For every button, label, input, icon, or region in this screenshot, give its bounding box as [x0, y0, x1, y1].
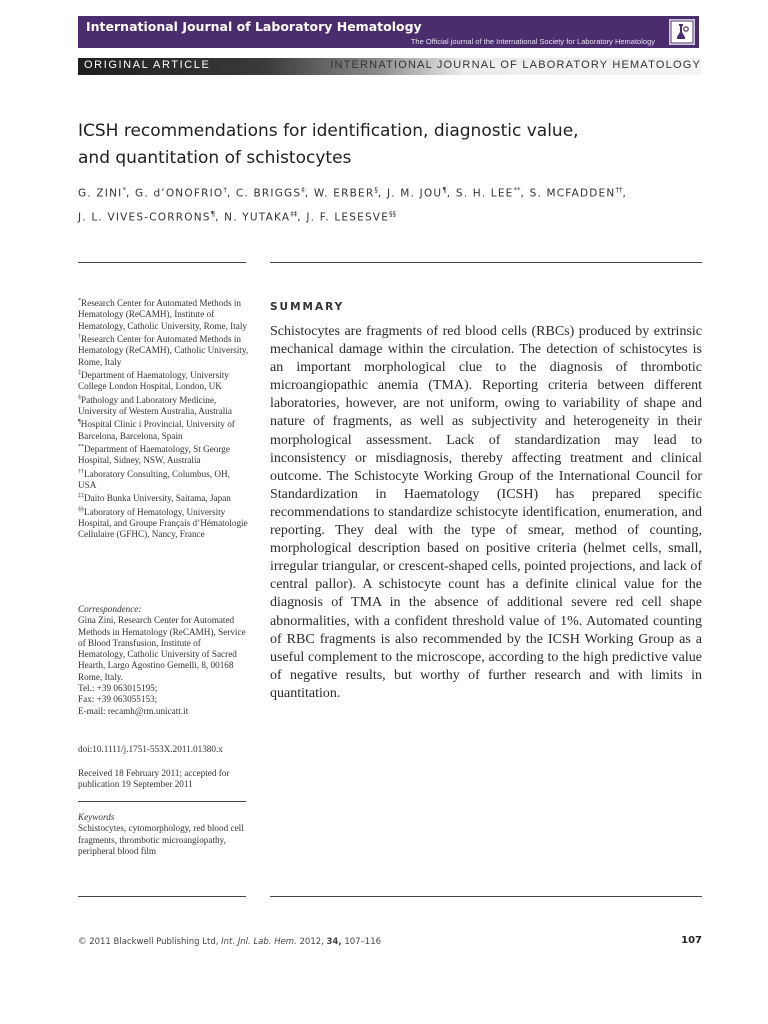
divider-left-mid	[78, 801, 246, 802]
summary-text: Schistocytes are fragments of red blood cells (RBCs) produced by extrinsic mechanical damage within the circulation. The detection of schistocytes is an important morphological clue to the diagnosis of thrombotic microangiopathic anemia (TMA). Reporting criteria between different laboratories, however, are not uniform, owing to variability of shape and nature of fragments, as well as subjectivity and heterogeneity in their morphological assessment. Lack of standardization may lead to inconsistency or misdiagnosis, thereby affecting treatment and clinical outcome. The Schistocyte Working Group of the International Council for Standardization in Haematology (ICSH) has prepared specific recommendations to standardize schistocyte identification, enumeration, and reporting. They deal with the type of smear, method of counting, morphological description based on positive criteria (helmet cells, small, irregular triangular, or crescent-shaped cells, pointed projections, and lack of central pallor). A schistocyte count has a definite clinical value for the diagnosis of TMA in the absence of additional severe red cell shape abnormalities, with a confident threshold value of 1%. Automated counting of RBC fragments is also recommended by the ICSH Working Group as a useful complement to the microscope, according to the high predictive value of negative results, but worthy of further research and with limits in quantitation.	[270, 324, 702, 701]
section-bar	[78, 58, 701, 75]
title-line-2: and quantitation of schistocytes	[78, 148, 352, 168]
correspondence	[78, 604, 250, 717]
author: C. BRIGGS	[235, 187, 302, 200]
author: N. YUTAKA	[224, 211, 291, 223]
correspondence-fax: Fax: +39 063055153;	[78, 694, 158, 705]
footer-citation	[78, 937, 381, 947]
affiliation: **Department of Haematology, St George Hospital, Sidney, NSW, Australia	[78, 443, 230, 466]
journal-running-head: INTERNATIONAL JOURNAL OF LABORATORY HEMATOLOGY	[330, 59, 701, 71]
correspondence-label: Correspondence:	[78, 604, 142, 614]
author: G. d’ONOFRIO	[135, 187, 224, 200]
journal-subtitle: The Official journal of the International Society for Laboratory Hematology	[410, 37, 655, 46]
author: J. F. LESESVE	[306, 211, 390, 223]
footer-journal: Int. Jnl. Lab. Hem.	[221, 937, 297, 947]
footer-volume: 34,	[326, 937, 342, 947]
page-number: 107	[681, 935, 702, 946]
divider-right-bottom	[270, 896, 702, 897]
correspondence-tel: Tel.: +39 063015195;	[78, 683, 158, 694]
divider-left-top	[78, 262, 246, 263]
affiliation: ‡Department of Haematology, University College London Hospital, London, UK	[78, 369, 229, 392]
affiliation: *Research Center for Automated Methods in Hematology (ReCAMH), Institute of Hematology, Catholic University, Rome, Italy	[78, 298, 247, 331]
article-title	[78, 118, 718, 172]
affiliation: ††Laboratory Consulting, Columbus, OH, USA	[78, 468, 230, 490]
author-line-1: G. ZINI*, G. d’ONOFRIO†, C. BRIGGS‡, W. ERBER§, J. M. JOU¶, S. H. LEE**, S. MCFADDEN††,	[78, 186, 627, 200]
summary-heading: SUMMARY	[270, 301, 345, 313]
divider-right-top	[270, 262, 702, 263]
author-line-2: J. L. VIVES-CORRONS¶, N. YUTAKA‡‡, J. F. LESESVE§§	[78, 209, 397, 223]
author: W. ERBER	[313, 187, 375, 200]
article-type-label: ORIGINAL ARTICLE	[84, 59, 211, 71]
footer-copyright: © 2011 Blackwell Publishing Ltd,	[78, 937, 219, 947]
journal-name: International Journal of Laboratory Hematology	[86, 19, 422, 34]
footer-year: 2012,	[299, 937, 324, 947]
title-line-1: ICSH recommendations for identification, diagnostic value,	[78, 121, 579, 141]
footer-pages: 107–116	[344, 937, 382, 947]
keywords-label: Keywords	[78, 812, 115, 822]
affiliation: §Pathology and Laboratory Medicine, University of Western Australia, Australia	[78, 394, 232, 416]
divider-left-bottom	[78, 896, 246, 897]
correspondence-address: Gina Zini, Research Center for Automated Methods in Hematology (ReCAMH), Service of Blood Transfusion, Institute of Hematology, Catholic University of Sacred Hearth, Largo Agostino Gemelli, 8, 00168 Rome, Italy.	[78, 615, 246, 682]
author: J. M. JOU	[386, 187, 443, 200]
doi: doi:10.1111/j.1751-553X.2011.01380.x	[78, 744, 223, 754]
author: J. L. VIVES-CORRONS	[78, 211, 211, 223]
society-logo-icon	[669, 19, 695, 45]
author: S. MCFADDEN	[529, 187, 616, 200]
keywords-text: Schistocytes, cytomorphology, red blood cell fragments, thrombotic microangiopathy, peripheral blood film	[78, 823, 244, 856]
affiliations	[78, 296, 250, 541]
correspondence-email[interactable]: E-mail: recamh@rm.unicatt.it	[78, 705, 189, 716]
author: G. ZINI	[78, 187, 123, 200]
received-dates: Received 18 February 2011; accepted for publication 19 September 2011	[78, 768, 230, 790]
keywords	[78, 812, 250, 857]
author-list	[78, 180, 718, 227]
affiliation: §§Laboratory of Hematology, University Hospital, and Groupe Français d’Hématologie Cellulaire (GFHC), Nancy, France	[78, 506, 248, 540]
affiliation: ‡‡Daito Bunka University, Saitama, Japan	[78, 493, 231, 504]
affiliation: ¶Hospital Clinic i Provincial, University of Barcelona, Barcelona, Spain	[78, 419, 235, 441]
author: S. H. LEE	[455, 187, 514, 200]
affiliation: †Research Center for Automated Methods in Hematology (ReCAMH), Catholic University, Rome, Italy	[78, 333, 249, 367]
journal-banner	[78, 16, 699, 48]
